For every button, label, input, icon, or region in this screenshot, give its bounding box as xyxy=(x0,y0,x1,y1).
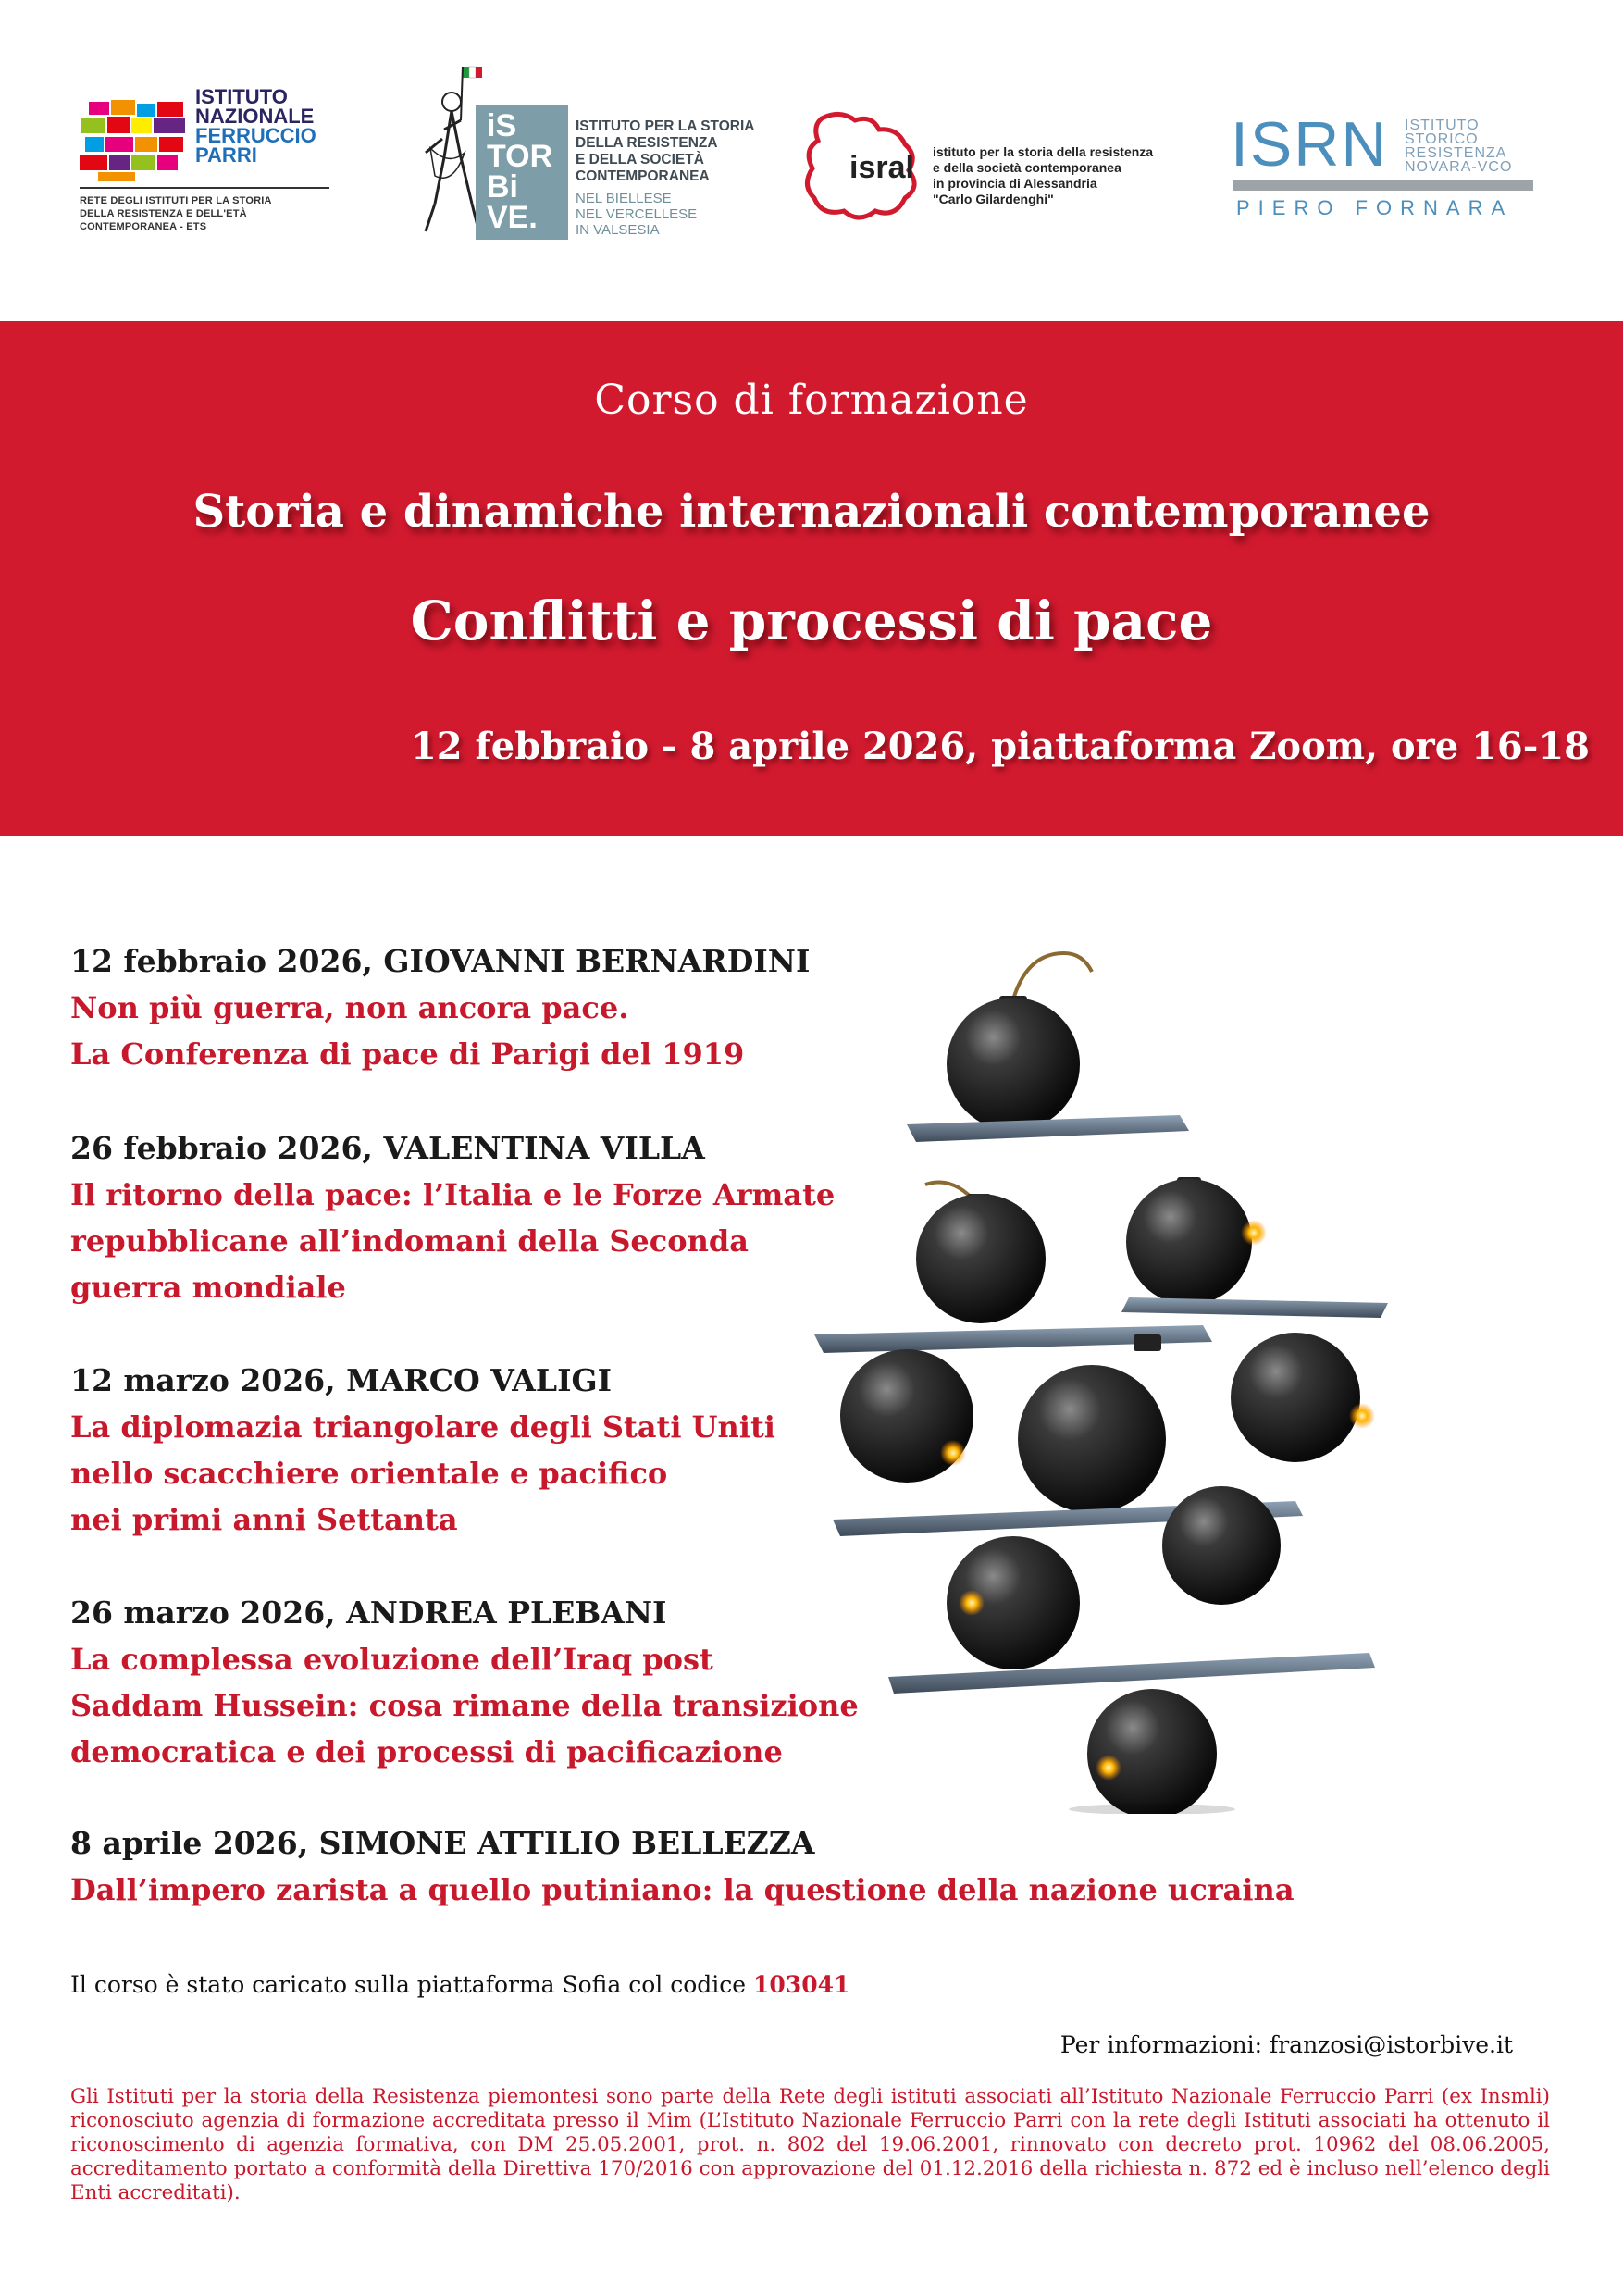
istorbive-badge: iS TOR Bi VE. xyxy=(476,105,568,240)
course-subtitle: Conflitti e processi di pace xyxy=(410,590,1213,652)
istorbive-heading: ISTITUTO PER LA STORIA DELLA RESISTENZA E DELLA SOCIETÀ CONTEMPORANEA xyxy=(576,118,755,184)
isrn-side-text: ISTITUTO STORICO RESISTENZA NOVARA-VCO xyxy=(1405,118,1513,175)
ferruccio-mosaic-icon xyxy=(80,100,189,183)
course-title: Storia e dinamiche internazionali contemporanee xyxy=(192,486,1431,538)
session-title-line: nei primi anni Settanta xyxy=(70,1502,458,1537)
session-speaker: 26 febbraio 2026, VALENTINA VILLA xyxy=(70,1130,705,1166)
sofia-platform-note xyxy=(70,1971,849,1998)
logo-istorbive xyxy=(407,65,796,250)
istorbive-subtitle: NEL BIELLESE NEL VERCELLESE IN VALSESIA xyxy=(576,191,698,238)
logo-isral xyxy=(801,109,1199,230)
session-title-line: La diplomazia triangolare degli Stati Uniti xyxy=(70,1409,775,1445)
session-speaker: 12 febbraio 2026, GIOVANNI BERNARDINI xyxy=(70,943,811,979)
session-title-line: La Conferenza di pace di Parigi del 1919 xyxy=(70,1036,745,1072)
isrn-underline xyxy=(1233,180,1533,191)
session-title-line: democratica e dei processi di pacificazione xyxy=(70,1734,783,1769)
isrn-founder: PIERO FORNARA xyxy=(1236,196,1514,219)
session-1 xyxy=(70,938,1255,1077)
session-3 xyxy=(70,1358,1255,1543)
ferruccio-subtitle: RETE DEGLI ISTITUTI PER LA STORIA DELLA RESISTENZA E DELL'ETÀ CONTEMPORANEA - ETS xyxy=(80,195,272,232)
session-title-line: nello scacchiere orientale e pacifico xyxy=(70,1456,668,1491)
sofia-code: 103041 xyxy=(753,1971,850,1998)
isral-description: istituto per la storia della resistenza e della società contemporanea in provincia di Alessandria "Carlo Gilardenghi" xyxy=(933,144,1154,206)
session-4 xyxy=(70,1590,1255,1775)
contact-info: Per informazioni: franzosi@istorbive.it xyxy=(1059,2031,1513,2058)
session-2 xyxy=(70,1125,1255,1310)
session-title-line: repubblicane all’indomani della Seconda xyxy=(70,1223,749,1259)
session-title-line: La complessa evoluzione dell’Iraq post xyxy=(70,1642,713,1677)
course-dates: 12 febbraio - 8 aprile 2026, piattaforma Zoom, ore 16-18 xyxy=(410,725,1590,768)
session-title-line: Saddam Hussein: cosa rimane della transizione xyxy=(70,1688,859,1723)
session-5 xyxy=(70,1820,1551,1913)
ferruccio-divider xyxy=(80,187,329,189)
accreditation-note: Gli Istituti per la storia della Resistenza piemontesi sono parte della Rete degli istituti associati all’Istituto Nazionale Ferruccio Parri (ex Insmli) riconosciuto agenzia di formazione accreditata presso il Mim (L’Istituto Nazionale Ferruccio Parri con la rete degli Istituti associati ha ottenuto il riconoscimento di agenzia formativa, con DM 25.05.2001, prot. n. 802 del 19.06.2001, rinnovato con decreto prot. 10962 del 08.06.2005, accreditamento portato a conformità della Direttiva 170/2016 con approvazione del 01.12.2016 della richiesta n. 872 ed è incluso nell’elenco degli Enti accreditati). xyxy=(70,2085,1550,2204)
session-speaker: 26 marzo 2026, ANDREA PLEBANI xyxy=(70,1595,667,1631)
session-title-line: Non più guerra, non ancora pace. xyxy=(70,990,629,1025)
logo-ferruccio-parri xyxy=(80,87,357,254)
header-banner xyxy=(0,321,1623,836)
session-title-line: guerra mondiale xyxy=(70,1270,346,1305)
isral-wordmark: isral xyxy=(849,150,914,185)
course-type: Corso di formazione xyxy=(594,377,1029,424)
ferruccio-name: ISTITUTO NAZIONALE FERRUCCIO PARRI xyxy=(195,85,316,167)
session-speaker: 8 aprile 2026, SIMONE ATTILIO BELLEZZA xyxy=(70,1825,815,1861)
session-speaker: 12 marzo 2026, MARCO VALIGI xyxy=(70,1362,613,1398)
session-title-line: Il ritorno della pace: l’Italia e le Forze Armate xyxy=(70,1177,836,1212)
sofia-text: Il corso è stato caricato sulla piattaforma Sofia col codice xyxy=(70,1971,747,1998)
isrn-wordmark: ISRN xyxy=(1231,109,1389,180)
logo-isrn xyxy=(1231,109,1564,228)
session-title-line: Dall’impero zarista a quello putiniano: la questione della nazione ucraina xyxy=(70,1872,1295,1907)
